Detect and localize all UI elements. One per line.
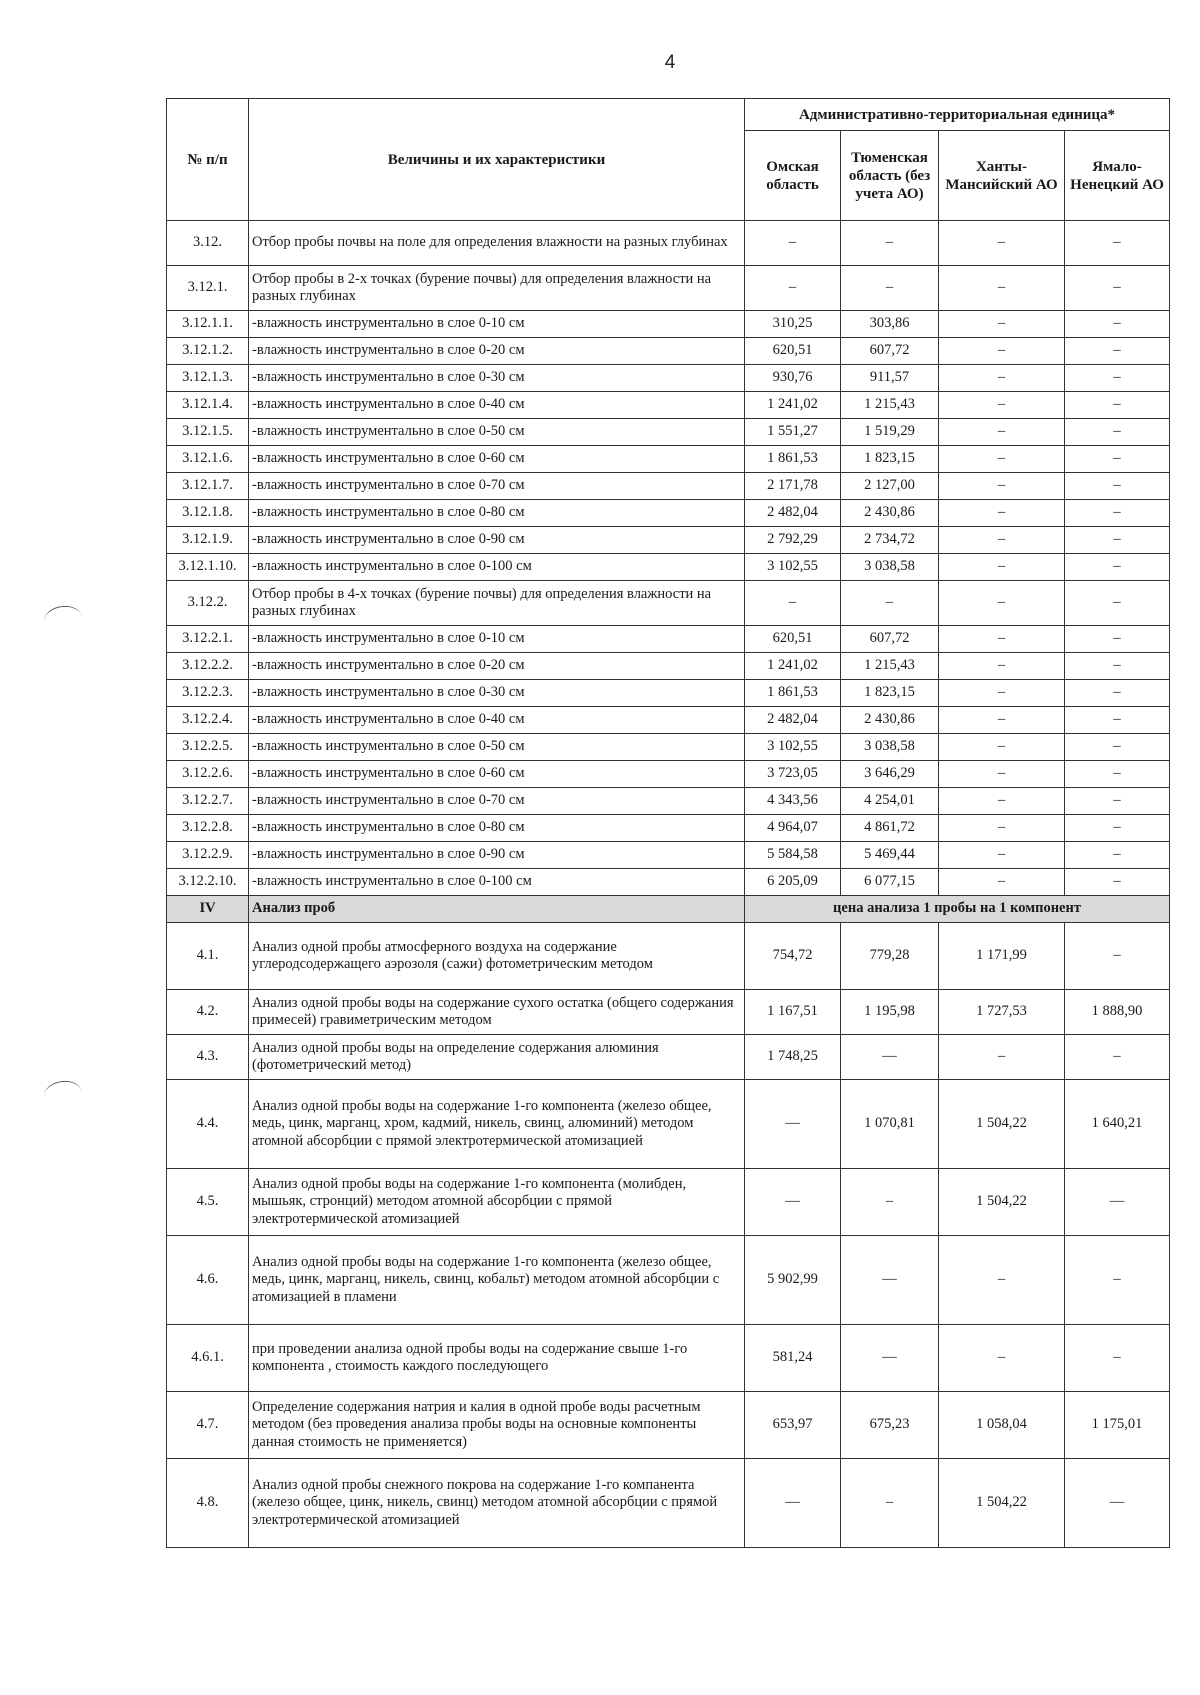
row-value: 1 504,22 [939, 1080, 1065, 1169]
row-text: -влажность инструментально в слое 0-10 см [249, 311, 745, 338]
scan-mark [42, 1078, 83, 1110]
row-value: — [841, 1236, 939, 1325]
table-row [167, 1392, 1170, 1459]
row-value: – [939, 446, 1065, 473]
table-row [167, 626, 1170, 653]
table-row [167, 815, 1170, 842]
row-text: -влажность инструментально в слое 0-70 см [249, 473, 745, 500]
row-num: 4.6. [167, 1236, 249, 1325]
row-num: 4.8. [167, 1459, 249, 1548]
row-value: 2 482,04 [745, 707, 841, 734]
row-value: – [939, 734, 1065, 761]
row-value: 1 241,02 [745, 653, 841, 680]
row-text: -влажность инструментально в слое 0-40 см [249, 707, 745, 734]
row-value: – [841, 1169, 939, 1236]
row-value: — [1065, 1169, 1170, 1236]
row-value: – [1065, 365, 1170, 392]
row-value: 3 646,29 [841, 761, 939, 788]
row-value: – [939, 626, 1065, 653]
row-value: 1 861,53 [745, 680, 841, 707]
table-row [167, 869, 1170, 896]
row-num: 3.12.1.4. [167, 392, 249, 419]
row-num: 3.12.1.5. [167, 419, 249, 446]
table-row [167, 680, 1170, 707]
row-value: 3 102,55 [745, 554, 841, 581]
row-text: Анализ одной пробы воды на содержание сухого остатка (общего содержания примесей) гравиметрическим методом [249, 990, 745, 1035]
row-value: – [1065, 473, 1170, 500]
row-value: 1 175,01 [1065, 1392, 1170, 1459]
header-region: Ханты-Мансийский АО [939, 131, 1065, 221]
header-region: Омская область [745, 131, 841, 221]
row-value: 5 469,44 [841, 842, 939, 869]
row-value: – [841, 221, 939, 266]
row-value: 1 888,90 [1065, 990, 1170, 1035]
table-row [167, 446, 1170, 473]
row-value: – [1065, 500, 1170, 527]
row-text: Анализ одной пробы воды на определение содержания алюминия (фотометрический метод) [249, 1035, 745, 1080]
row-value: 5 584,58 [745, 842, 841, 869]
row-value: – [745, 581, 841, 626]
row-value: 1 861,53 [745, 446, 841, 473]
row-text: -влажность инструментально в слое 0-40 см [249, 392, 745, 419]
row-value: – [939, 761, 1065, 788]
row-num: 3.12.2.3. [167, 680, 249, 707]
row-num: 3.12.2.9. [167, 842, 249, 869]
row-value: 1 070,81 [841, 1080, 939, 1169]
row-value: 754,72 [745, 923, 841, 990]
row-text: -влажность инструментально в слое 0-60 см [249, 761, 745, 788]
row-value: – [939, 338, 1065, 365]
row-num: 4.5. [167, 1169, 249, 1236]
row-value: 3 038,58 [841, 734, 939, 761]
row-value: 4 254,01 [841, 788, 939, 815]
row-value: – [939, 221, 1065, 266]
section-row [167, 896, 1170, 923]
row-value: – [939, 581, 1065, 626]
header-region: Тюменская область (без учета АО) [841, 131, 939, 221]
row-text: Анализ одной пробы воды на содержание 1-го компонента (железо общее, медь, цинк, марганц, хром, кадмий, никель, свинц, алюминий) методом атомной абсорбции с прямой электротермической атомизацией [249, 1080, 745, 1169]
row-value: 1 167,51 [745, 990, 841, 1035]
table-header [167, 99, 1170, 221]
table-row [167, 581, 1170, 626]
row-text: -влажность инструментально в слое 0-60 см [249, 446, 745, 473]
row-value: – [939, 815, 1065, 842]
row-value: 5 902,99 [745, 1236, 841, 1325]
header-group: Административно-территориальная единица* [745, 99, 1170, 131]
row-num: 3.12.1.1. [167, 311, 249, 338]
row-value: 1 504,22 [939, 1459, 1065, 1548]
row-value: 653,97 [745, 1392, 841, 1459]
row-num: 3.12.2.7. [167, 788, 249, 815]
row-value: – [745, 266, 841, 311]
row-value: – [939, 869, 1065, 896]
row-value: — [745, 1169, 841, 1236]
row-value: – [1065, 338, 1170, 365]
row-value: — [841, 1325, 939, 1392]
table-row [167, 707, 1170, 734]
row-value: 1 640,21 [1065, 1080, 1170, 1169]
row-value: – [1065, 680, 1170, 707]
row-value: 1 748,25 [745, 1035, 841, 1080]
row-text: -влажность инструментально в слое 0-50 см [249, 419, 745, 446]
row-value: – [939, 842, 1065, 869]
row-text: Анализ одной пробы атмосферного воздуха на содержание углеродсодержащего аэрозоля (сажи) фотометрическим методом [249, 923, 745, 990]
row-num: 4.2. [167, 990, 249, 1035]
row-num: 4.7. [167, 1392, 249, 1459]
row-text: Отбор пробы в 4-х точках (бурение почвы) для определения влажности на разных глубинах [249, 581, 745, 626]
row-value: – [841, 581, 939, 626]
row-value: – [939, 500, 1065, 527]
row-value: – [1065, 392, 1170, 419]
row-text: -влажность инструментально в слое 0-70 см [249, 788, 745, 815]
row-value: 1 551,27 [745, 419, 841, 446]
table-row [167, 1236, 1170, 1325]
row-num: 3.12.2. [167, 581, 249, 626]
row-value: 2 792,29 [745, 527, 841, 554]
row-text: Анализ одной пробы воды на содержание 1-го компонента (железо общее, медь, цинк, марганц, никель, свинц, кобальт) методом атомной абсорбции с атомизацией в пламени [249, 1236, 745, 1325]
row-value: 1 058,04 [939, 1392, 1065, 1459]
row-value: – [939, 680, 1065, 707]
row-value: – [1065, 1325, 1170, 1392]
row-value: 1 215,43 [841, 392, 939, 419]
table-row [167, 788, 1170, 815]
row-value: 303,86 [841, 311, 939, 338]
row-value: – [1065, 761, 1170, 788]
table-row [167, 554, 1170, 581]
row-value: – [939, 473, 1065, 500]
row-value: – [939, 1325, 1065, 1392]
row-value: 2 482,04 [745, 500, 841, 527]
row-num: 3.12.1.9. [167, 527, 249, 554]
row-value: – [1065, 707, 1170, 734]
row-num: 3.12.2.5. [167, 734, 249, 761]
table-row [167, 653, 1170, 680]
table-row [167, 311, 1170, 338]
row-text: при проведении анализа одной пробы воды на содержание свыше 1-го компонента , стоимость каждого последующего [249, 1325, 745, 1392]
row-value: – [1065, 311, 1170, 338]
table-row [167, 923, 1170, 990]
row-text: -влажность инструментально в слое 0-90 см [249, 842, 745, 869]
row-value: – [939, 653, 1065, 680]
table-row [167, 266, 1170, 311]
row-value: 4 343,56 [745, 788, 841, 815]
row-value: 2 430,86 [841, 707, 939, 734]
header-region: Ямало-Ненецкий АО [1065, 131, 1170, 221]
table-row [167, 990, 1170, 1035]
table-row [167, 500, 1170, 527]
row-text: -влажность инструментально в слое 0-50 см [249, 734, 745, 761]
scan-mark [42, 603, 83, 635]
row-value: 1 215,43 [841, 653, 939, 680]
row-text: Анализ одной пробы воды на содержание 1-го компонента (молибден, мышьяк, стронций) методом атомной абсорбции с прямой электротермической атомизацией [249, 1169, 745, 1236]
table-row [167, 1035, 1170, 1080]
row-text: Определение содержания натрия и калия в одной пробе воды расчетным методом (без проведения анализа пробы воды на основные компоненты данная стоимость не применяется) [249, 1392, 745, 1459]
row-value: 1 171,99 [939, 923, 1065, 990]
row-value: – [745, 221, 841, 266]
table-row [167, 1080, 1170, 1169]
row-value: 1 727,53 [939, 990, 1065, 1035]
row-num: 3.12.1. [167, 266, 249, 311]
row-value: – [1065, 923, 1170, 990]
table-row [167, 392, 1170, 419]
row-value: 6 205,09 [745, 869, 841, 896]
row-value: 1 823,15 [841, 680, 939, 707]
table-row [167, 527, 1170, 554]
table-row [167, 221, 1170, 266]
row-num: 4.6.1. [167, 1325, 249, 1392]
row-value: – [1065, 788, 1170, 815]
row-text: -влажность инструментально в слое 0-30 см [249, 680, 745, 707]
row-value: – [1065, 626, 1170, 653]
row-value: – [1065, 653, 1170, 680]
row-value: – [1065, 446, 1170, 473]
row-num: 3.12.1.8. [167, 500, 249, 527]
row-value: 779,28 [841, 923, 939, 990]
row-value: – [939, 1236, 1065, 1325]
row-value: – [1065, 842, 1170, 869]
row-num: 3.12.1.7. [167, 473, 249, 500]
row-value: 620,51 [745, 338, 841, 365]
row-value: 3 723,05 [745, 761, 841, 788]
row-value: – [939, 392, 1065, 419]
row-value: 620,51 [745, 626, 841, 653]
row-value: 310,25 [745, 311, 841, 338]
row-value: — [745, 1459, 841, 1548]
row-value: – [939, 1035, 1065, 1080]
row-text: -влажность инструментально в слое 0-90 см [249, 527, 745, 554]
page-number: 4 [664, 52, 676, 73]
row-text: Анализ одной пробы снежного покрова на содержание 1-го компанента (железо общее, цинк, никель, свинц) методом атомной абсорбции с прямой электротермической атомизацией [249, 1459, 745, 1548]
table-row [167, 1459, 1170, 1548]
row-text: -влажность инструментально в слое 0-80 см [249, 815, 745, 842]
row-value: – [1065, 815, 1170, 842]
row-value: 911,57 [841, 365, 939, 392]
row-value: – [1065, 581, 1170, 626]
row-num: 3.12.2.10. [167, 869, 249, 896]
row-value: – [939, 419, 1065, 446]
row-value: – [1065, 734, 1170, 761]
row-value: – [939, 365, 1065, 392]
row-value: 930,76 [745, 365, 841, 392]
row-num: 3.12. [167, 221, 249, 266]
row-value: – [1065, 554, 1170, 581]
row-num: 4.4. [167, 1080, 249, 1169]
row-value: – [841, 1459, 939, 1548]
row-num: 3.12.1.10. [167, 554, 249, 581]
row-value: 1 519,29 [841, 419, 939, 446]
row-value: — [745, 1080, 841, 1169]
table-row [167, 419, 1170, 446]
table-row [167, 842, 1170, 869]
row-value: — [1065, 1459, 1170, 1548]
row-text: -влажность инструментально в слое 0-20 см [249, 338, 745, 365]
row-value: – [939, 554, 1065, 581]
table-row [167, 365, 1170, 392]
row-num: 3.12.1.3. [167, 365, 249, 392]
table-body [167, 221, 1170, 1548]
row-value: – [1065, 1236, 1170, 1325]
row-value: 2 127,00 [841, 473, 939, 500]
row-value: 3 102,55 [745, 734, 841, 761]
row-num: 3.12.2.1. [167, 626, 249, 653]
row-value: 581,24 [745, 1325, 841, 1392]
row-value: 4 964,07 [745, 815, 841, 842]
table-row [167, 338, 1170, 365]
tariff-table [166, 98, 1170, 1548]
row-value: 675,23 [841, 1392, 939, 1459]
row-num: 4.3. [167, 1035, 249, 1080]
row-value: 6 077,15 [841, 869, 939, 896]
table-row [167, 761, 1170, 788]
table-row [167, 734, 1170, 761]
row-value: – [939, 311, 1065, 338]
row-text: -влажность инструментально в слое 0-30 см [249, 365, 745, 392]
row-num: 3.12.2.2. [167, 653, 249, 680]
header-desc: Величины и их характеристики [249, 99, 745, 221]
row-text: -влажность инструментально в слое 0-20 см [249, 653, 745, 680]
row-value: 607,72 [841, 626, 939, 653]
row-text: -влажность инструментально в слое 0-100 см [249, 554, 745, 581]
section-note: цена анализа 1 пробы на 1 компонент [745, 896, 1170, 923]
row-text: Отбор пробы почвы на поле для определения влажности на разных глубинах [249, 221, 745, 266]
row-value: – [1065, 527, 1170, 554]
row-value: – [1065, 221, 1170, 266]
row-value: — [841, 1035, 939, 1080]
row-value: – [939, 707, 1065, 734]
section-title: Анализ проб [249, 896, 745, 923]
table-row [167, 473, 1170, 500]
row-value: 607,72 [841, 338, 939, 365]
row-value: – [939, 266, 1065, 311]
row-value: – [939, 788, 1065, 815]
table-row [167, 1325, 1170, 1392]
row-value: 1 504,22 [939, 1169, 1065, 1236]
row-num: 3.12.2.6. [167, 761, 249, 788]
row-text: -влажность инструментально в слое 0-10 см [249, 626, 745, 653]
row-text: Отбор пробы в 2-х точках (бурение почвы) для определения влажности на разных глубинах [249, 266, 745, 311]
row-value: – [939, 527, 1065, 554]
row-num: 3.12.2.4. [167, 707, 249, 734]
row-value: 1 241,02 [745, 392, 841, 419]
header-num: № п/п [167, 99, 249, 221]
section-num: IV [167, 896, 249, 923]
row-value: 2 171,78 [745, 473, 841, 500]
row-num: 3.12.1.6. [167, 446, 249, 473]
row-text: -влажность инструментально в слое 0-80 см [249, 500, 745, 527]
row-value: 1 823,15 [841, 446, 939, 473]
row-value: – [1065, 266, 1170, 311]
row-value: – [1065, 1035, 1170, 1080]
row-value: 4 861,72 [841, 815, 939, 842]
row-value: – [841, 266, 939, 311]
row-value: 2 430,86 [841, 500, 939, 527]
row-text: -влажность инструментально в слое 0-100 см [249, 869, 745, 896]
row-value: 2 734,72 [841, 527, 939, 554]
row-num: 4.1. [167, 923, 249, 990]
row-value: 3 038,58 [841, 554, 939, 581]
row-value: – [1065, 419, 1170, 446]
row-value: – [1065, 869, 1170, 896]
row-value: 1 195,98 [841, 990, 939, 1035]
row-num: 3.12.1.2. [167, 338, 249, 365]
table-row [167, 1169, 1170, 1236]
row-num: 3.12.2.8. [167, 815, 249, 842]
